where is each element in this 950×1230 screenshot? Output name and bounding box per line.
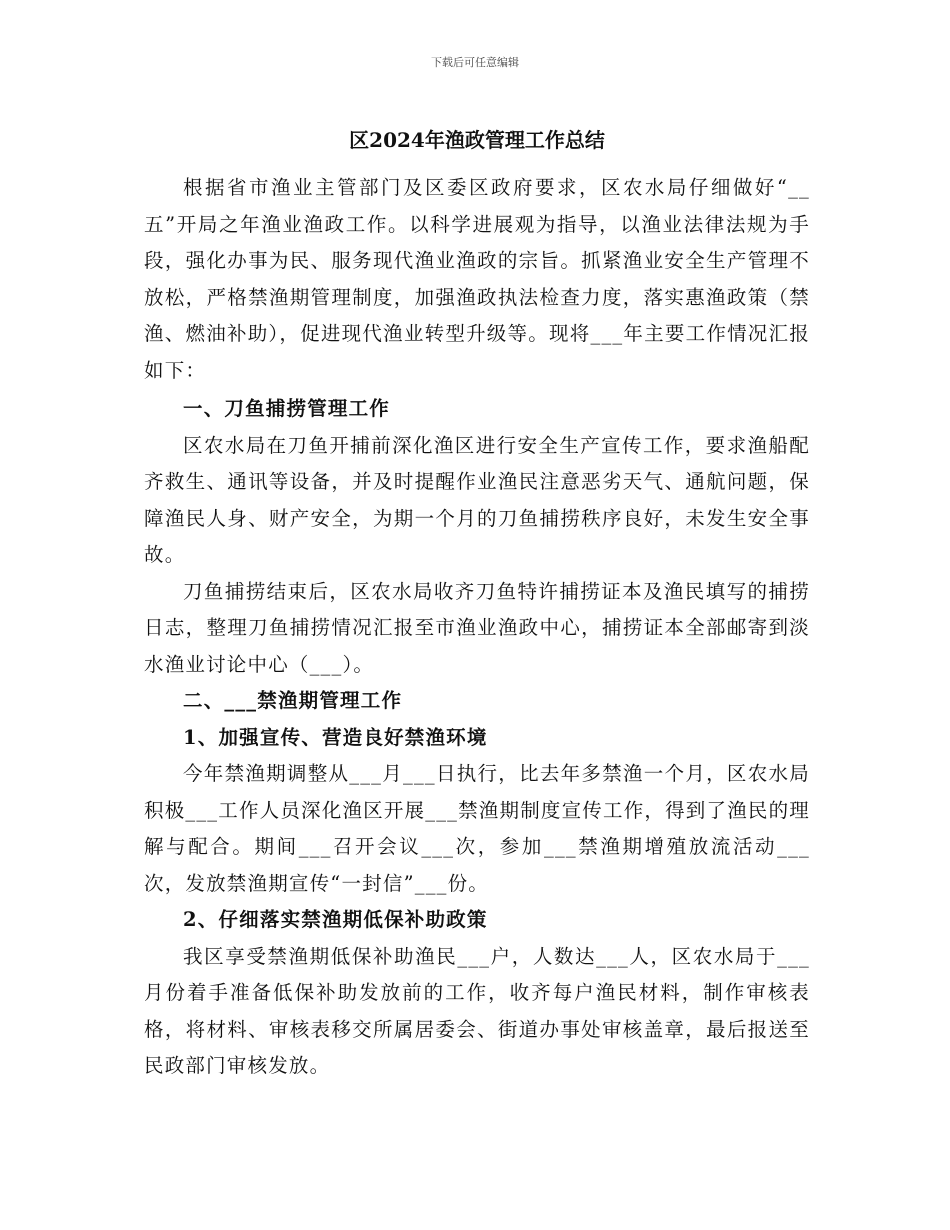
intro-paragraph: 根据省市渔业主管部门及区委区政府要求，区农水局仔细做好“__五”开局之年渔业渔政工作。以科学进展观为指导，以渔业法律法规为手段，强化办事为民、服务现代渔业渔政的宗旨。抓紧渔业安全生产管理不放松，严格禁渔期管理制度，加强渔政执法检查力度，落实惠渔政策（禁渔、燃油补助），促进现代渔业转型升级等。现将___年主要工作情况汇报如下： <box>144 176 810 382</box>
section-2-heading: 二、___禁渔期管理工作 <box>183 689 403 712</box>
section-1-heading: 一、刀鱼捕捞管理工作 <box>183 397 391 420</box>
section-2-sub-2-paragraph: 我区享受禁渔期低保补助渔民___户，人数达___人，区农水局于___月份着手准备低保补助发放前的工作，收齐每户渔民材料，制作审核表格，将材料、审核表移交所属居委会、街道办事处审核盖章，最后报送至民政部门审核发放。 <box>144 944 810 1077</box>
section-1-paragraph-2: 刀鱼捕捞结束后，区农水局收齐刀鱼特许捕捞证本及渔民填写的捕捞日志，整理刀鱼捕捞情况汇报至市渔业渔政中心，捕捞证本全部邮寄到淡水渔业讨论中心（___）。 <box>144 579 810 676</box>
document-body <box>144 122 810 1085</box>
section-2-subheading-2: 2、仔细落实禁渔期低保补助政策 <box>183 908 488 931</box>
section-2-subheading-1: 1、加强宣传、营造良好禁渔环境 <box>183 725 488 749</box>
section-2-sub-1-paragraph: 今年禁渔期调整从___月___日执行，比去年多禁渔一个月，区农水局积极___工作人员深化渔区开展___禁渔期制度宣传工作，得到了渔民的理解与配合。期间___召开会议___次，参加___禁渔期增殖放流活动___次，发放禁渔期宣传“一封信”___份。 <box>144 762 811 895</box>
document-title: 区2024年渔政管理工作总结 <box>349 128 605 152</box>
section-1-paragraph-1: 区农水局在刀鱼开捕前深化渔区进行安全生产宣传工作，要求渔船配齐救生、通讯等设备，并及时提醒作业渔民注意恶劣天气、通航问题，保障渔民人身、财产安全，为期一个月的刀鱼捕捞秩序良好，未发生安全事故。 <box>144 433 810 566</box>
header-note: 下载后可任意编辑 <box>431 56 519 69</box>
